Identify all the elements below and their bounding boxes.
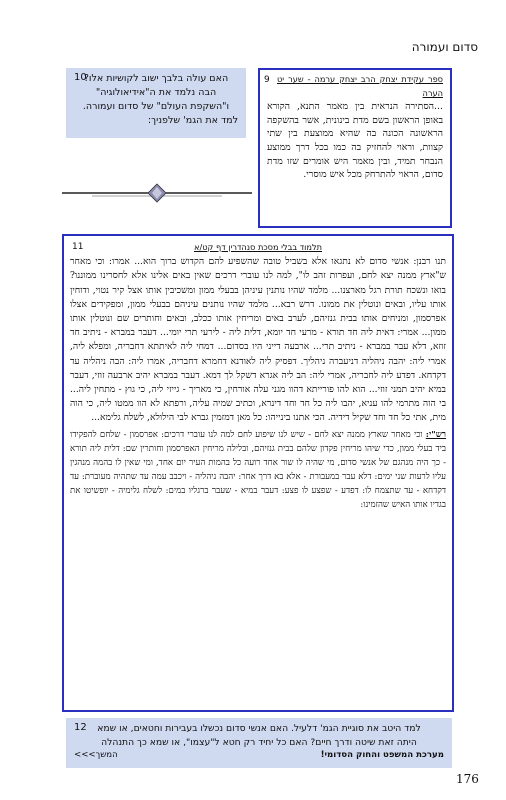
question-line: למד את הגמ' שלפניך:: [147, 115, 238, 126]
question-line: האם עולה בלבך ישוב לקושיות אלו?: [83, 73, 229, 84]
source-citation: ספר עקידת יצחק הרב יצחק ערמה - שער יט הערה: [277, 74, 443, 98]
question-box-10: [66, 68, 246, 138]
page-number: 176: [456, 772, 479, 786]
box-number: 10: [74, 72, 87, 83]
question-emphasis: מערכת המשפט והחוק הסדומי!: [320, 750, 444, 760]
question-line: ו"השקפת העולם" של סדום ועמורה.: [82, 101, 230, 112]
box-number: 12: [74, 722, 87, 733]
rashi-label: רש"י:: [425, 429, 447, 440]
running-header: סדום ועמורה: [411, 40, 478, 54]
rashi-commentary: [70, 428, 446, 512]
question-line: היתה זאת שיטה ודרך חיים? האם כל יחיד רק חטא ל"עצמו", או שמא כך התנהלה: [101, 736, 417, 748]
question-line: למד היטב את סוגיית הגמ' דלעיל. האם אנשי סדום נכשלו בעבירות וחטאים, או שמא: [97, 723, 421, 734]
question-line-final: [74, 749, 444, 763]
source-text: ...הסתירה הנראית בין מאמר התנא, הקורא באופן הראשון בשם מדת בינונית, אשר בהשקפה הראשונה הכונה בה שהיא ממוצעת בין שתי קצוות, וראוי להחזיק בה כמו בכל דרך ממוצע הנבחר תמיד, ובין מאמר היש אומרים שזו מדת סדום, הראוי להתרחק מכל איש מוסרי.: [267, 101, 443, 181]
gemara-text: תנו רבנן: אנשי סדום לא נתגאו אלא בשביל טובה שהשפיע להם הקדוש ברוך הוא... אמרו: וכי מאחר ש"ארץ ממנה יצא לחם, ועפרות זהב לו", למה לנו עוברי דרכים שאין באים אלינו אלא לחסרינו ממוננו? בואו ונשכח תורת רגל מארצנו... מלמד שהיו נותנין עיניהן בבעלי ממון ומשכיבין אותו אצל קיר נטוי, ודוחין אותו עליו, ובאים ונוטלין את ממונו. דרש רבא... מלמד שהיו נותנים עיניהם בבעלי ממון, ומפקידים אצלו אפרסמון, ומניחים אותו בבית גנזיהם, לערב באים ומריחין אותו ככלב, ובאים וחותרים שם ונוטלין אותו ממון... אמרי: דאית ליה חד תורא - מרעי חד יומא, דלית ליה - לירעי תרי יומי... דעבר במברא - ניתיב חד זוזא, דלא עבר במברא - ניתיב תרי... ארבעה דייני היו בסדום... דמחי ליה לאיתתא דחבריה, ומפלא ליה, אמרי ליה: יהבה ניהליה דניעברה ניהליך. דפסיק ליה לאודנא דחמרא דחבריה, אמרו ליה: הבה ניהליה עד דקדחא. דפדע ליה לחבריה, אמרי ליה: הב ליה אגרא דשקל לך דמא. דעבר במברא יהיב ארבעה זוזי, דעבר במיא יהיב תמני זוזי... הוא להו פורייתא דהוו מגני עלה אורחין, כי מאריך - גייזי ליה, כי גוץ - מתחין ליה... בי הוה מתרמי להו עניא, יהבו ליה כל חד וחד דינרא, וכתיב שמיה עליה, ורפתא לא הוו ממטו ליה, כי הוה מית, אתי כל חד וחד שקיל דידיה. הכי אתנו בינייהו: כל מאן דמזמין גברא לבי הילולא, לשלח גלימא...: [70, 256, 446, 424]
continue-marker: המשך>>>: [74, 750, 118, 760]
source-citation: תלמוד בבלי מסכת סנהדרין דף קט/א: [194, 242, 322, 252]
question-line: הבה נלמד את ה"אידיאולוגיה": [95, 87, 217, 98]
source-box-11: [62, 234, 454, 712]
question-box-12: [66, 718, 452, 768]
box-number: 11: [72, 242, 84, 252]
rashi-text: וכי מאחר שארץ ממנה יצא לחם - שיש לנו שיפוע לחם למה לנו עוברי דרכים: אפרסמון - שלחם להפקידו ביד בעלי ממון, כדי שיהו מריחין פקדון שלהם בבית גנזיהם, ובלילה מריחין האפרסמון וחותרין שם: דלית ליה תורא - כך היה מנהגם של אנשי סדום, מי שהיה לו שור אחד רועה כל בהמות העיר יום אחד, ומי שאין לו בהמה מנהגין עליו לרעות שני ימים: דלא עבר במעבורת - אלא בא דרך אחר: יהבה ניהליה - ויכבב עמה עד שתהיה מעוברת: עד דקדחא - עד שתצמח לו: דפדע - שפצע לו פצע: דעבר במיא - שעבר ברגליו במים: לשלח גלימיה - יופשיטו את בגדיו אותו האיש שהזמינו:: [70, 429, 446, 510]
decorative-divider: [62, 182, 252, 204]
box-number: 9: [264, 75, 270, 85]
source-box-9: [258, 68, 452, 228]
